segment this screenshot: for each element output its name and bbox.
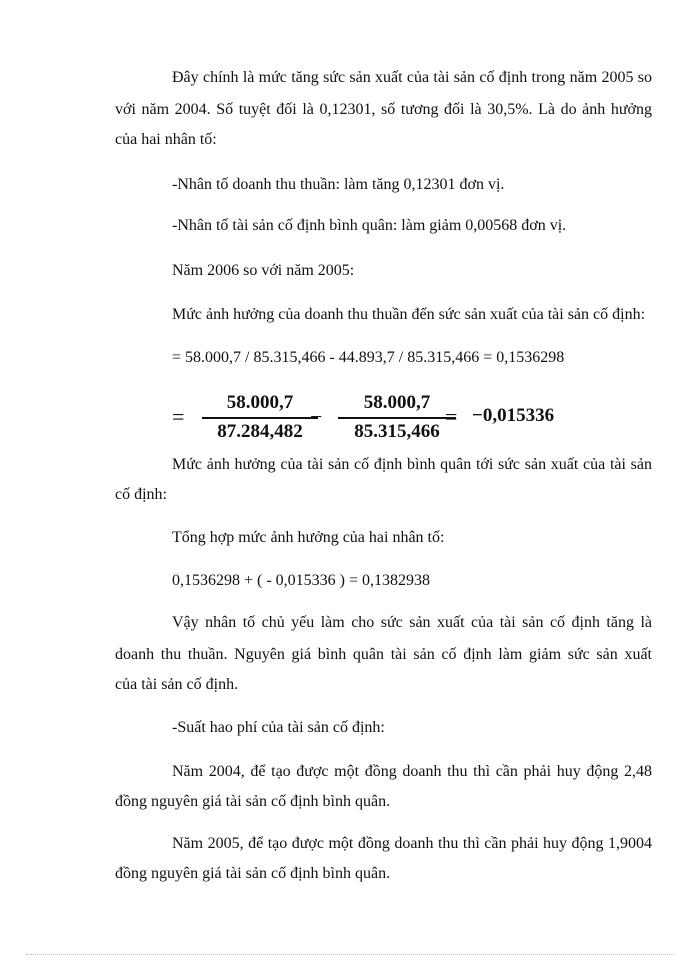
fraction-1-numerator: 58.000,7: [226, 392, 294, 413]
year-heading: Năm 2006 so với năm 2005:: [172, 262, 355, 279]
revenue-effect-label: Mức ảnh hưởng của doanh thu thuần đến sức sản xuất của tài sản cố định:: [172, 306, 646, 323]
conclusion-line1: Vậy nhân tố chủ yếu làm cho sức sản xuất của tài sản cố định tăng là: [172, 614, 652, 631]
year2005-line1: Năm 2005, để tạo được một đồng doanh thu thì cần phải huy động 1,9004: [172, 835, 652, 852]
summary-formula: 0,1536298 + ( - 0,015336 ) = 0,1382938: [172, 572, 431, 589]
year2004-line1: Năm 2004, để tạo được một đồng doanh thu thì cần phải huy động 2,48: [172, 763, 652, 780]
conclusion-line3: của tài sản cố định.: [115, 676, 239, 693]
fraction-2-numerator: 58.000,7: [363, 392, 431, 413]
year2005-line2: đồng nguyên giá tài sản cố định bình quân.: [115, 865, 391, 882]
conclusion-line2: doanh thu thuần. Nguyên giá bình quân tài sản cố định làm giảm sức sản xuất: [115, 646, 652, 663]
item-revenue: -Nhân tố doanh thu thuần: làm tăng 0,12301 đơn vị.: [172, 176, 505, 193]
summary-label: Tổng hợp mức ảnh hưởng của hai nhân tố:: [172, 529, 445, 546]
para1-line1: Đây chính là mức tăng sức sản xuất của tài sản cố định trong năm 2005 so: [172, 69, 652, 86]
formula-equals-2: =: [445, 404, 458, 429]
asset-effect-line1: Mức ảnh hưởng của tài sản cố định bình quân tới sức sản xuất của tài sản: [172, 456, 652, 473]
para1-line3: của hai nhân tố:: [115, 131, 217, 148]
formula-result: −0,015336: [472, 405, 555, 426]
revenue-effect-formula: = 58.000,7 / 85.315,466 - 44.893,7 / 85.315,466 = 0,1536298: [172, 349, 565, 366]
asset-effect-line2: cố định:: [115, 486, 167, 503]
page-bottom-divider: [26, 954, 674, 955]
fraction-2: [338, 392, 456, 443]
fraction-formula: [172, 392, 582, 444]
expense-heading: -Suất hao phí của tài sản cố định:: [172, 719, 385, 736]
fraction-1-denominator: 87.284,482: [217, 420, 303, 442]
fraction-2-denominator: 85.315,466: [354, 420, 440, 442]
year2004-line2: đồng nguyên giá tài sản cố định bình quân.: [115, 793, 391, 810]
formula-equals: =: [172, 404, 185, 429]
item-assets: -Nhân tố tài sản cố định bình quân: làm giảm 0,00568 đơn vị.: [172, 217, 567, 234]
para1-line2: với năm 2004. Số tuyệt đối là 0,12301, số tương đối là 30,5%. Là do ảnh hưởng: [115, 101, 652, 118]
formula-minus: −: [310, 404, 323, 429]
fraction-1: [202, 392, 318, 443]
